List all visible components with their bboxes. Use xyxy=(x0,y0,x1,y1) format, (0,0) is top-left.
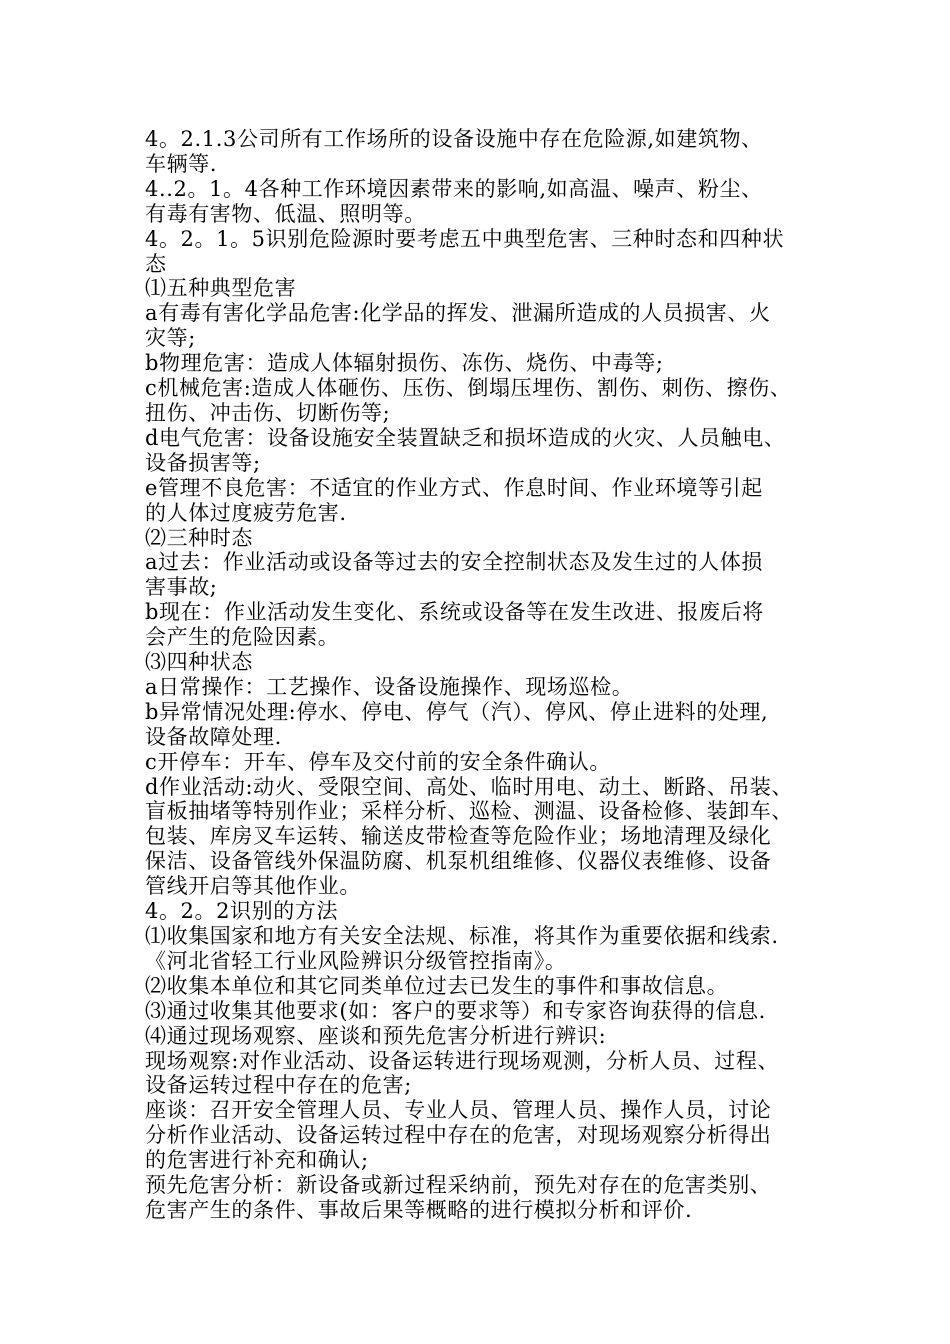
text-line: 包装、库房叉车运转、输送皮带检查等危险作业；场地清理及绿化 xyxy=(145,824,772,849)
section-heading: 4。2。2识别的方法 xyxy=(145,899,339,924)
text-line: 的危害进行补充和确认; xyxy=(145,1148,369,1173)
text-line: 盲板抽堵等特别作业；采样分析、巡检、测温、设备检修、装卸车、 xyxy=(145,799,793,824)
text-line: 有毒有害物、低温、照明等。 xyxy=(145,201,426,226)
text-line: 保洁、设备管线外保温防腐、机泵机组维修、仪器仪表维修、设备 xyxy=(145,849,772,874)
text-line: d作业活动:动火、受限空间、高处、临时用电、动土、断路、吊装、 xyxy=(145,774,794,799)
text-line: ⑶通过收集其他要求(如：客户的要求等）和专家咨询获得的信息. xyxy=(145,998,766,1023)
text-line: 座谈：召开安全管理人员、专业人员、管理人员、操作人员，讨论 xyxy=(145,1098,772,1123)
text-line: c机械危害:造成人体砸伤、压伤、倒塌压埋伤、割伤、刺伤、擦伤、 xyxy=(145,376,792,401)
text-line: 4。2。1。5识别危险源时要考虑五中典型危害、三种时态和四种状 xyxy=(145,226,785,251)
text-line: 设备运转过程中存在的危害; xyxy=(145,1073,412,1098)
text-line: a有毒有害化学品危害:化学品的挥发、泄漏所造成的人员损害、火 xyxy=(145,301,771,326)
section-heading: ⑶四种状态 xyxy=(145,650,253,675)
text-line: b现在：作业活动发生变化、系统或设备等在发生改进、报废后将 xyxy=(145,600,764,625)
text-line: 预先危害分析：新设备或新过程采纳前，预先对存在的危害类别、 xyxy=(145,1173,772,1198)
text-line: ⑷通过现场观察、座谈和预先危害分析进行辨识: xyxy=(145,1023,607,1048)
text-line: 会产生的危险因素。 xyxy=(145,625,340,650)
text-line: a过去：作业活动或设备等过去的安全控制状态及发生过的人体损 xyxy=(145,550,763,575)
text-line: ⑵收集本单位和其它同类单位过去已发生的事件和事故信息。 xyxy=(145,973,729,998)
text-line: 灾等; xyxy=(145,326,196,351)
text-line: e管理不良危害：不适宜的作业方式、作息时间、作业环境等引起 xyxy=(145,475,763,500)
text-line: 扭伤、冲击伤、切断伤等; xyxy=(145,400,391,425)
text-line: a日常操作：工艺操作、设备设施操作、现场巡检。 xyxy=(145,674,634,699)
text-line: 车辆等. xyxy=(145,151,218,176)
text-line: 危害产生的条件、事故后果等概略的进行模拟分析和评价. xyxy=(145,1197,693,1222)
text-line: 害事故; xyxy=(145,575,218,600)
text-line: b异常情况处理:停水、停电、停气（汽）、停风、停止进料的处理, xyxy=(145,699,769,724)
document-page xyxy=(145,127,817,1223)
text-line: d电气危害：设备设施安全装置缺乏和损坏造成的火灾、人员触电、 xyxy=(145,425,786,450)
text-line: 分析作业活动、设备运转过程中存在的危害，对现场观察分析得出 xyxy=(145,1123,772,1148)
text-line: 设备损害等; xyxy=(145,450,261,475)
section-heading: ⑴五种典型危害 xyxy=(145,276,297,301)
text-line: 的人体过度疲劳危害. xyxy=(145,500,347,525)
text-line: b物理危害：造成人体辐射损伤、冻伤、烧伤、中毒等; xyxy=(145,351,664,376)
text-line: 现场观察:对作业活动、设备运转进行现场观测，分析人员、过程、 xyxy=(145,1048,780,1073)
text-line: 4。2.1.3公司所有工作场所的设备设施中存在危险源,如建筑物、 xyxy=(145,127,763,151)
text-line: 《河北省轻工行业风险辨识分级管控指南》。 xyxy=(145,948,567,973)
text-line: 态 xyxy=(145,251,167,276)
text-line: 设备故障处理. xyxy=(145,724,282,749)
text-line: 管线开启等其他作业。 xyxy=(145,874,361,899)
section-heading: ⑵三种时态 xyxy=(145,525,253,550)
text-line: ⑴收集国家和地方有关安全法规、标准，将其作为重要依据和线索. xyxy=(145,924,779,948)
text-line: 4..2。1。4各种工作环境因素带来的影响,如高温、噪声、粉尘、 xyxy=(145,176,763,201)
text-line: c开停车：开车、停车及交付前的安全条件确认。 xyxy=(145,749,611,774)
